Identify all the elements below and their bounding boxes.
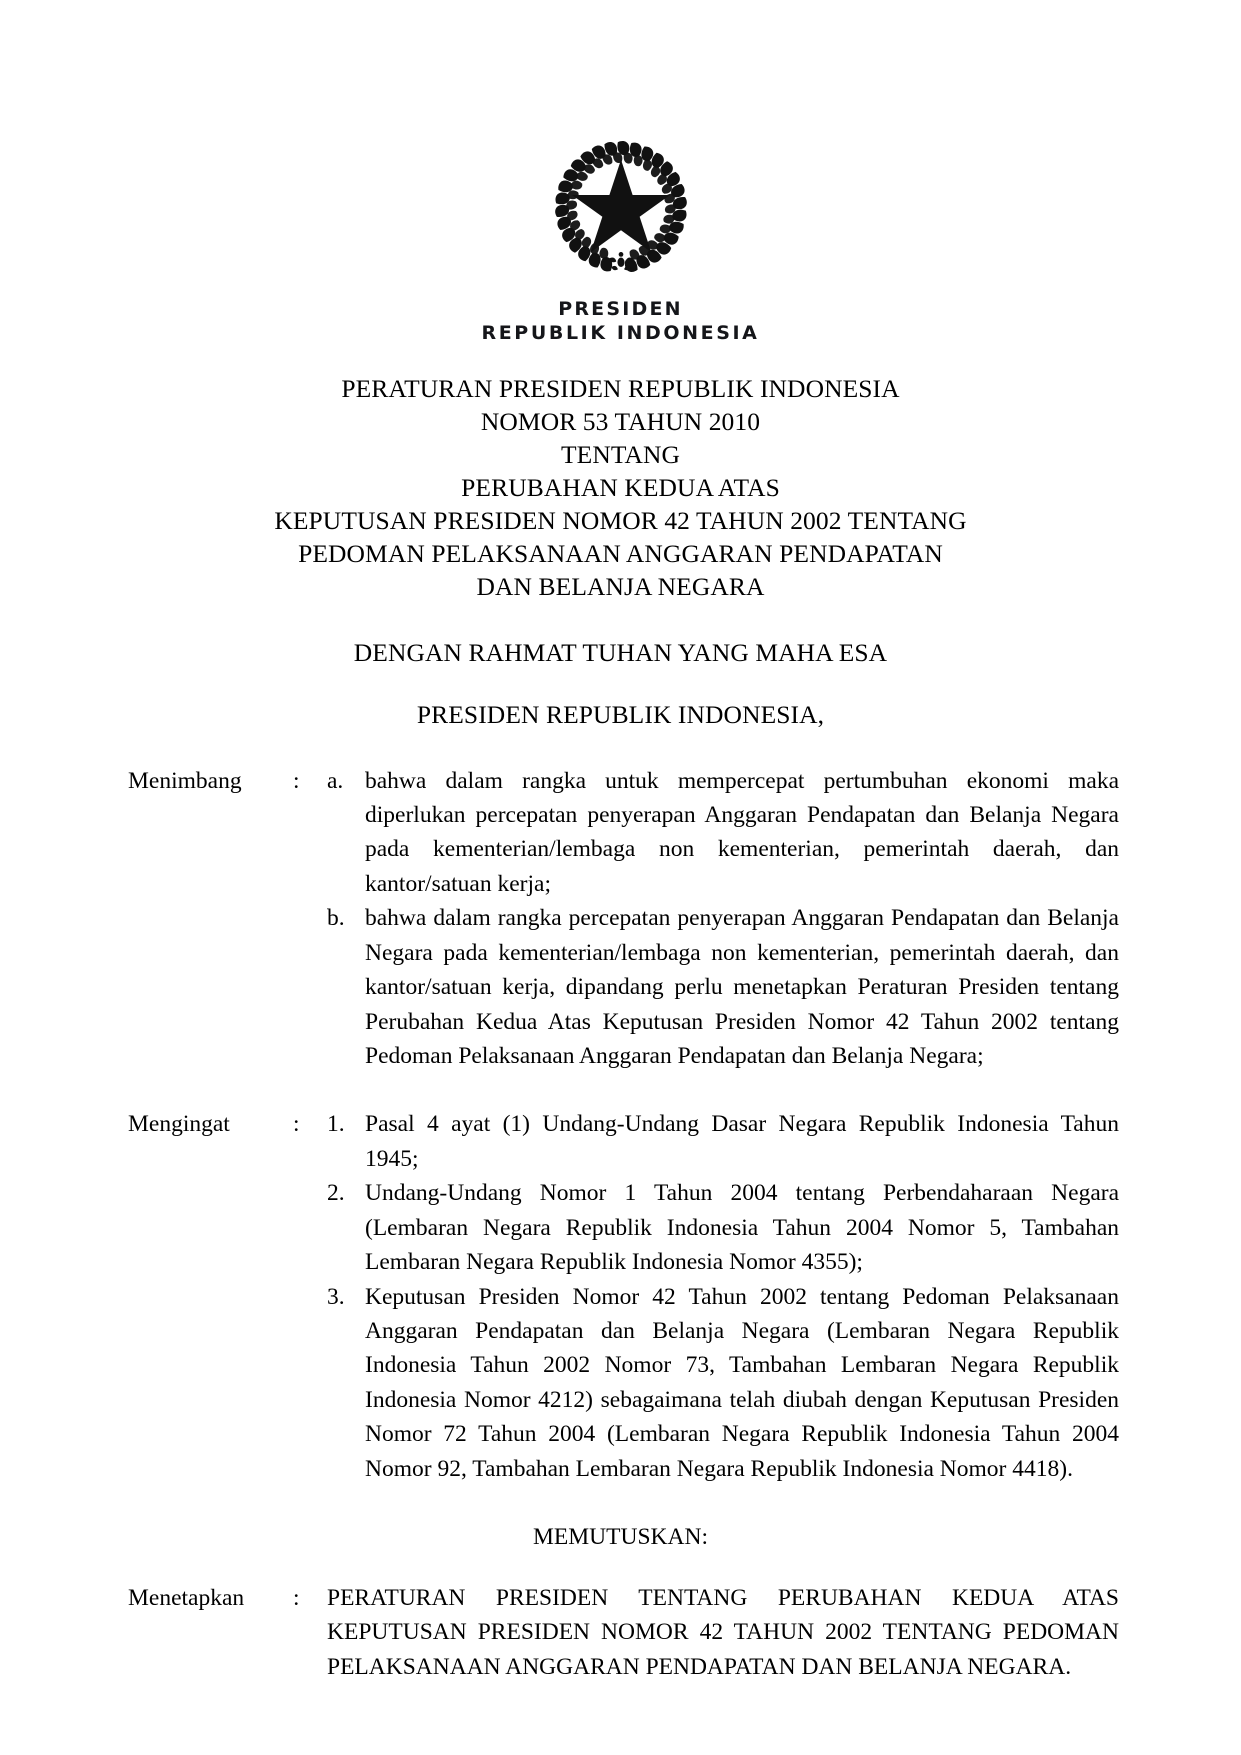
title-line-5: KEPUTUSAN PRESIDEN NOMOR 42 TAHUN 2002 TENTANG (274, 506, 967, 536)
title-line-6: PEDOMAN PELAKSANAAN ANGGARAN PENDAPATAN (298, 539, 943, 569)
list-item (327, 901, 1119, 1073)
menimbang-item-marker-b: b. (327, 905, 345, 932)
list-item (327, 764, 1119, 902)
clause-menetapkan (0, 1581, 1241, 1684)
letterhead-line-2: REPUBLIK INDONESIA (481, 322, 760, 345)
list-item (327, 1107, 1119, 1176)
mengingat-items (327, 1107, 1119, 1486)
title-line-2: NOMOR 53 TAHUN 2010 (480, 406, 761, 436)
menimbang-colon: : (293, 767, 300, 794)
menimbang-item-text-b: bahwa dalam rangka percepatan penyerapan Anggaran Pendapatan dan Belanja Negara pada kementerian/lembaga non kementerian, pemerintah daerah, dan kantor/satuan kerja, dipandang perlu menetapkan Peraturan Presiden tentang Perubahan Kedua Atas Keputusan Presiden Nomor 42 Tahun 2002 tentang Pedoman Pelaksanaan Anggaran Pendapatan dan Belanja Negara; (365, 905, 1119, 1069)
presidential-seal-icon (526, 128, 716, 286)
menimbang-label: Menimbang (128, 767, 242, 794)
clause-menimbang (0, 764, 1241, 1074)
menimbang-item-text-a: bahwa dalam rangka untuk mempercepat pertumbuhan ekonomi maka diperlukan percepatan penyerapan Anggaran Pendapatan dan Belanja Negara pada kementerian/lembaga non kementerian, pemerintah daerah, dan kantor/satuan kerja; (365, 767, 1119, 897)
menimbang-items (327, 764, 1119, 1074)
menetapkan-label: Menetapkan (128, 1585, 245, 1612)
mengingat-item-text-2: Undang-Undang Nomor 1 Tahun 2004 tentang Perbendaharaan Negara (Lembaran Negara Republik Indonesia Tahun 2004 Nomor 5, Tambahan Lembaran Negara Republik Indonesia Nomor 4355); (365, 1180, 1119, 1276)
title-line-1: PERATURAN PRESIDEN REPUBLIK INDONESIA (341, 373, 900, 403)
invocation-line: DENGAN RAHMAT TUHAN YANG MAHA ESA (353, 637, 888, 667)
memutuskan-heading: MEMUTUSKAN: (533, 1524, 708, 1551)
title-line-7: DAN BELANJA NEGARA (476, 572, 765, 602)
mengingat-item-marker-3: 3. (327, 1283, 345, 1310)
clause-mengingat (0, 1107, 1241, 1486)
authority-line: PRESIDEN REPUBLIK INDONESIA, (416, 699, 825, 729)
menetapkan-text: PERATURAN PRESIDEN TENTANG PERUBAHAN KEDUA ATAS KEPUTUSAN PRESIDEN NOMOR 42 TAHUN 2002 TENTANG PEDOMAN PELAKSANAAN ANGGARAN PENDAPATAN DAN BELANJA NEGARA. (327, 1585, 1119, 1680)
mengingat-item-marker-1: 1. (327, 1111, 345, 1138)
emblem-container (0, 0, 1241, 291)
list-item (327, 1280, 1119, 1487)
document-title (0, 372, 1241, 604)
mengingat-label: Mengingat (128, 1111, 230, 1138)
list-item (327, 1176, 1119, 1279)
title-line-3: TENTANG (560, 439, 681, 469)
title-line-4: PERUBAHAN KEDUA ATAS (461, 473, 780, 503)
letterhead (0, 297, 1241, 346)
menimbang-item-marker-a: a. (327, 767, 344, 794)
mengingat-colon: : (293, 1111, 300, 1138)
menetapkan-colon: : (293, 1585, 300, 1612)
mengingat-item-text-3: Keputusan Presiden Nomor 42 Tahun 2002 tentang Pedoman Pelaksanaan Anggaran Pendapatan dan Belanja Negara (Lembaran Negara Republik Indonesia Tahun 2002 Nomor 73, Tambahan Lembaran Negara Republik Indonesia Nomor 4212) sebagaimana telah diubah dengan Keputusan Presiden Nomor 72 Tahun 2004 (Lembaran Negara Republik Indonesia Tahun 2004 Nomor 92, Tambahan Lembaran Negara Republik Indonesia Nomor 4418). (365, 1283, 1119, 1482)
mengingat-item-text-1: Pasal 4 ayat (1) Undang-Undang Dasar Negara Republik Indonesia Tahun 1945; (365, 1111, 1119, 1172)
letterhead-line-1: PRESIDEN (558, 298, 683, 320)
mengingat-item-marker-2: 2. (327, 1180, 345, 1207)
